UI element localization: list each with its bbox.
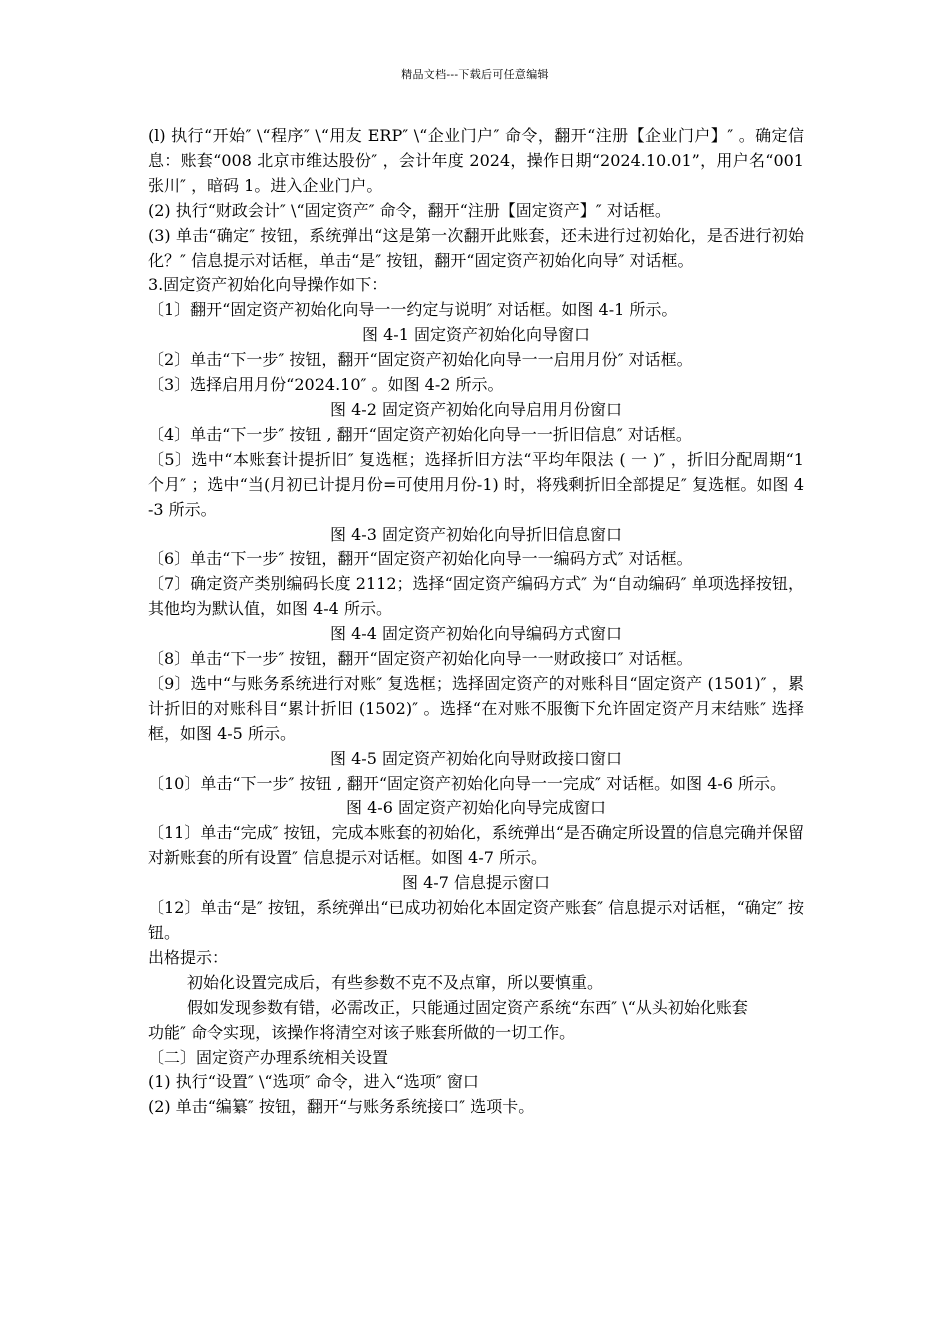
- paragraph: 功能″ 命令实现，该操作将清空对该子账套所做的一切工作。: [148, 1022, 576, 1042]
- paragraph: 出格提示：: [148, 947, 229, 967]
- paragraph: 〔7〕确定资产类别编码长度 2112；选择“固定资产编码方式″ 为“自动编码″ 单项选择按钮，其他均为默认值，如图 4-4 所示。: [148, 574, 804, 619]
- figure-caption: 图 4-1 固定资产初始化向导窗口: [362, 325, 590, 345]
- page-header: 精品文档---下载后可任意编辑: [401, 68, 549, 81]
- paragraph: 〔2〕单击“下一步″ 按钮，翻开“固定资产初始化向导一一启用月份″ 对话框。: [148, 350, 693, 370]
- figure-caption: 图 4-5 固定资产初始化向导财政接口窗口: [330, 748, 622, 768]
- figure-caption: 图 4-7 信息提示窗口: [402, 873, 550, 893]
- paragraph: 〔6〕单击“下一步″ 按钮，翻开“固定资产初始化向导一一编码方式″ 对话框。: [148, 549, 693, 569]
- paragraph: 〔二〕固定资产办理系统相关设置: [148, 1047, 389, 1067]
- paragraph: 〔3〕选择启用月份“2024.10″ 。如图 4-2 所示。: [148, 375, 504, 395]
- paragraph: 〔4〕单击“下一步″ 按钮 , 翻开“固定资产初始化向导一一折旧信息″ 对话框。: [148, 424, 692, 444]
- paragraph: 〔11〕单击“完成″ 按钮，完成本账套的初始化，系统弹出“是否确定所设置的信息完确并保留对新账套的所有设置″ 信息提示对话框。如图 4-7 所示。: [148, 823, 804, 868]
- paragraph: (2) 执行“财政会计″ \“固定资产″ 命令，翻开“注册【固定资产】″ 对话框。: [148, 200, 671, 220]
- figure-caption: 图 4-6 固定资产初始化向导完成窗口: [346, 798, 606, 818]
- paragraph: 初始化设置完成后，有些参数不克不及点窜，所以要慎重。: [187, 972, 604, 992]
- paragraph: 〔8〕单击“下一步″ 按钮，翻开“固定资产初始化向导一一财政接口″ 对话框。: [148, 649, 693, 669]
- paragraph: (1) 执行“设置″ \“选项″ 命令，进入“选项″ 窗口: [148, 1072, 479, 1092]
- paragraph: 〔9〕选中“与账务系统进行对账″ 复选框；选择固定资产的对账科目“固定资产 (1501)″ ，累计折旧的对账科目“累计折旧 (1502)″ 。选择“在对账不服衡下允许固定资产月末结账″ 选择框，如图 4-5 所示。: [148, 673, 804, 743]
- paragraph: 假如发现参数有错，必需改正，只能通过固定资产系统“东西″ \“从头初始化账套: [187, 997, 748, 1017]
- paragraph: (l) 执行“开始″ \“程序″ \“用友 ERP″ \“企业门户″ 命令，翻开“注册【企业门户】″ 。确定信息：账套“008 北京市维达股份″ ，会计年度 2024，操作日期“2024.10.01”，用户名“001 张川″ ，暗码 1。进入企业门户。: [148, 126, 804, 195]
- paragraph: (2) 单击“编纂″ 按钮，翻开“与账务系统接口″ 选项卡。: [148, 1097, 535, 1117]
- paragraph: 3.固定资产初始化向导操作如下：: [148, 275, 388, 295]
- paragraph: 〔5〕选中“本账套计提折旧″ 复选框；选择折旧方法“平均年限法 ( 一 )″ ，折旧分配周期“1 个月″ ；选中“当(月初已计提月份=可使用月份-1) 时，将残剩折旧全部提足″ 复选框。如图 4-3 所示。: [148, 449, 804, 519]
- document-body: [148, 124, 804, 1120]
- paragraph: 〔1〕翻开“固定资产初始化向导一一约定与说明″ 对话框。如图 4-1 所示。: [148, 300, 678, 320]
- paragraph: (3) 单击“确定″ 按钮，系统弹出“这是第一次翻开此账套，还未进行过初始化，是否进行初始化？″ 信息提示对话框，单击“是″ 按钮，翻开“固定资产初始化向导″ 对话框。: [148, 225, 804, 270]
- paragraph: 〔10〕单击“下一步″ 按钮 , 翻开“固定资产初始化向导一一完成″ 对话框。如图 4-6 所示。: [148, 773, 787, 793]
- paragraph: 〔12〕单击“是″ 按钮，系统弹出“已成功初始化本固定资产账套″ 信息提示对话框，“确定″ 按钮。: [148, 898, 804, 942]
- figure-caption: 图 4-3 固定资产初始化向导折旧信息窗口: [330, 524, 622, 544]
- figure-caption: 图 4-2 固定资产初始化向导启用月份窗口: [330, 399, 622, 419]
- figure-caption: 图 4-4 固定资产初始化向导编码方式窗口: [330, 624, 622, 644]
